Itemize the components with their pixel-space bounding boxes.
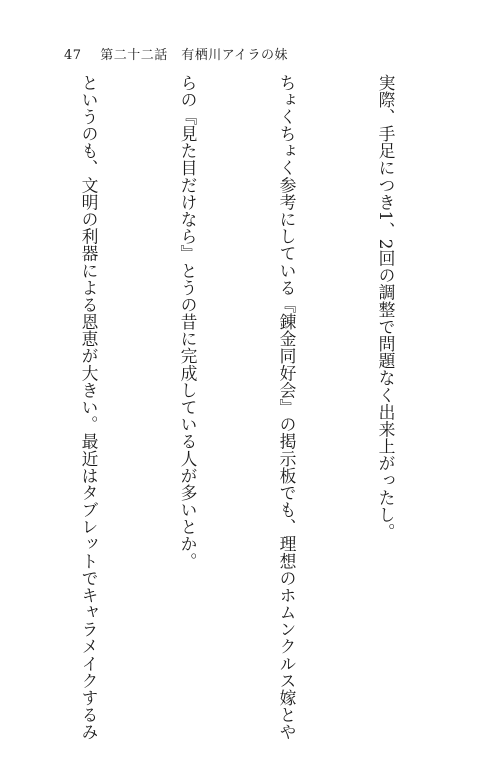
chapter-title: 第二十二話 有栖川アイラの妹 — [100, 48, 289, 63]
vertical-body-text — [28, 74, 468, 741]
text-line — [0, 74, 6, 680]
text-line: らの『見た目だけなら』とうの昔に完成している人が多いとか。 — [178, 74, 198, 570]
text-line: 実際、手足につき1、2回の調整で問題なく出来上がったし。 — [376, 74, 396, 541]
running-header — [64, 44, 288, 63]
text-line: というのも、文明の利器による恩恵が大きい。最近はタブレットでキャラメイクするみ — [79, 74, 99, 741]
text-line: ちょくちょく参考にしている『錬金同好会』の掲示板でも、理想のホムンクルス嫁とや — [277, 74, 297, 741]
page-number: 47 — [64, 48, 82, 63]
